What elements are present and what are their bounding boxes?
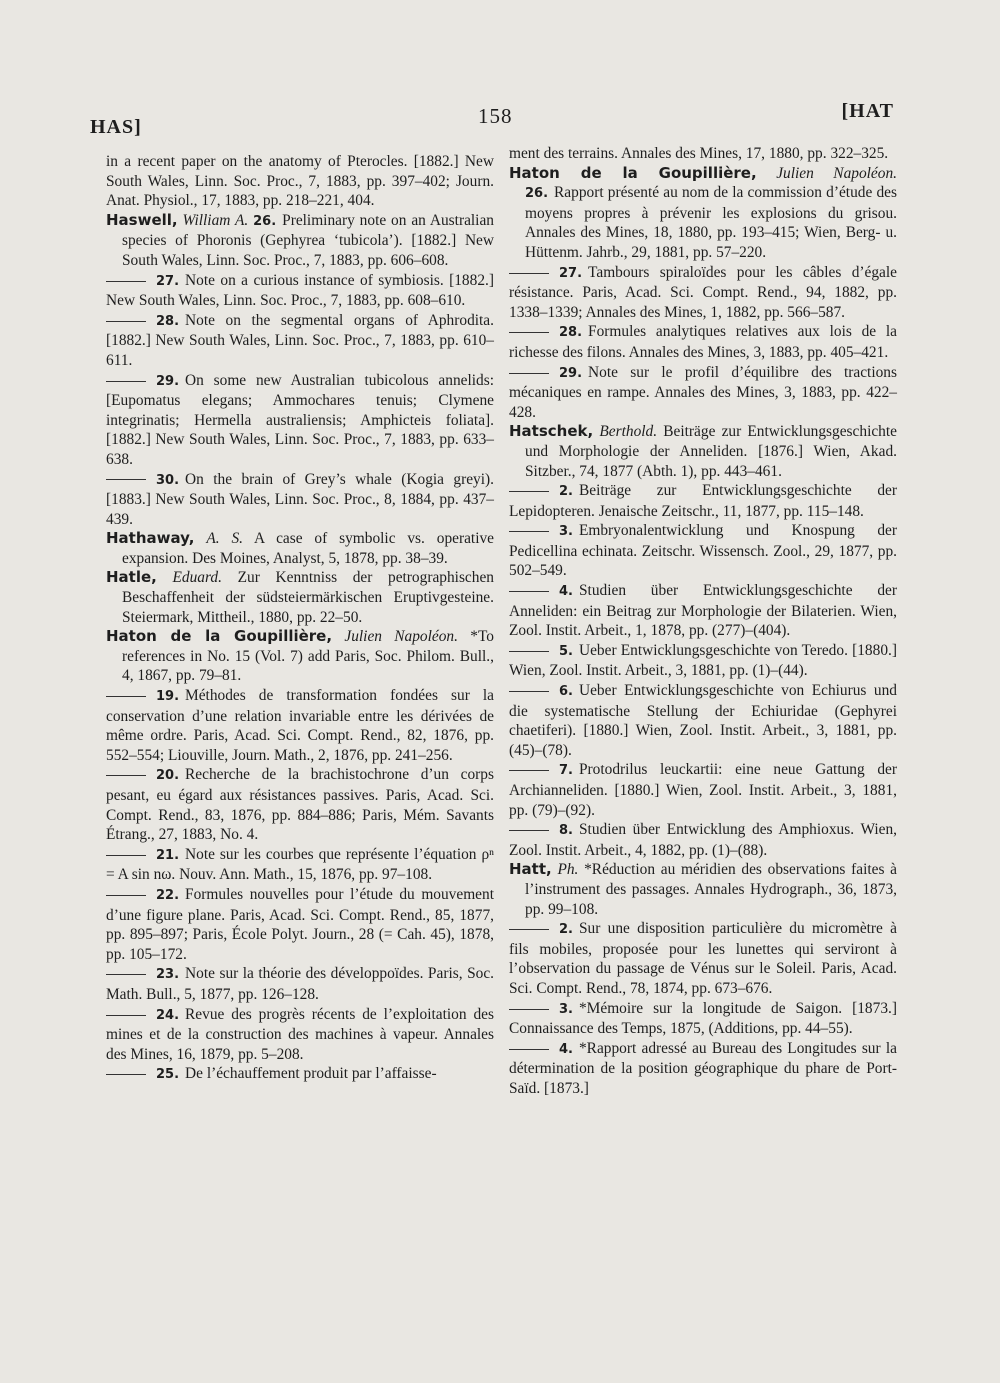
entry-number: 6. xyxy=(559,684,573,700)
entry-number: 24. xyxy=(156,1007,180,1023)
ditto-dash xyxy=(509,691,549,692)
entry-text: On some new Australian tubicolous annelids: [Eupomatus elegans; Ammochares tenuis; Clymene integrinatis; Hermella australiensis; Amphicteis foliata]. [1882.] New South Wales, Linn. Soc. Proc., 7, 1883, pp. 633–638. xyxy=(106,371,494,468)
ditto-dash xyxy=(106,855,146,856)
sub-entry xyxy=(509,760,897,820)
right-column xyxy=(509,144,897,1099)
entry-text: Revue des progrès récents de l’exploitation des mines et de la construction des machines à vapeur. Annales des Mines, 16, 1879, pp. 5–208. xyxy=(106,1005,494,1063)
entry-text: On the brain of Grey’s whale (Kogia greyi). [1883.] New South Wales, Linn. Soc. Proc., 8, 1884, pp. 437–439. xyxy=(106,470,494,528)
sub-entry xyxy=(509,641,897,681)
ditto-dash xyxy=(106,381,146,382)
entry-text: Zur Kenntniss der petrographischen Beschaffenheit der südsteiermärkischen Eruptivgesteine. Steiermark, Mittheil., 1880, pp. 22–50. xyxy=(122,569,494,626)
author-forename: Eduard. xyxy=(172,569,222,587)
entry-text: Studien über Entwicklungsgeschichte der Anneliden: ein Beitrag zur Morphologie der Bilaterien. Wien, Zool. Instit. Arbeit., 1, 1878, pp. (277)–(404). xyxy=(509,582,897,640)
ditto-dash xyxy=(509,531,549,532)
sub-entry xyxy=(106,311,494,371)
author-name: Hathaway, xyxy=(106,529,195,548)
sub-entry xyxy=(509,263,897,323)
entry-number: 28. xyxy=(559,325,583,341)
sub-entry xyxy=(509,681,897,760)
ditto-dash xyxy=(509,1009,549,1010)
author-entry xyxy=(509,860,897,919)
entry-number: 27. xyxy=(156,273,180,289)
entry-text: De l’échauffement produit par l’affaisse- xyxy=(185,1065,437,1083)
entry-text: Sur une disposition particulière du micromètre à fils mobiles, proposée pour les lunettes qui serviront à l’observation du passage de Vénus sur le Soleil. Paris, Acad. Sci. Compt. Rend., 78, 1874, pp. 673–676. xyxy=(509,920,897,997)
sub-entry xyxy=(106,271,494,311)
ditto-dash xyxy=(106,479,146,480)
author-forename: Julien Napoléon. xyxy=(344,628,458,646)
left-column xyxy=(106,152,494,1085)
author-forename: A. S. xyxy=(206,530,243,548)
author-entry xyxy=(106,568,494,627)
ditto-dash xyxy=(509,373,549,374)
ditto-dash xyxy=(106,321,146,322)
sub-entry xyxy=(509,322,897,362)
entry-number: 7. xyxy=(559,763,573,779)
page-number: 158 xyxy=(478,104,513,128)
sub-entry xyxy=(509,820,897,860)
ditto-dash xyxy=(106,696,146,697)
entry-number: 26. xyxy=(253,213,277,229)
author-name: Hatschek, xyxy=(509,422,594,441)
entry-text: Note sur la théorie des développoïdes. Paris, Soc. Math. Bull., 5, 1877, pp. 126–128. xyxy=(106,965,494,1003)
sub-entry xyxy=(106,845,494,885)
entry-number: 30. xyxy=(156,472,180,488)
sub-entry xyxy=(106,964,494,1004)
ditto-dash xyxy=(509,332,549,333)
entry-text: Note on a curious instance of symbiosis. [1882.] New South Wales, Linn. Soc. Proc., 7, 1883, pp. 608–610. xyxy=(106,271,494,310)
sub-entry xyxy=(509,481,897,521)
running-head-right: [HAT xyxy=(841,100,894,122)
entry-number: 19. xyxy=(156,689,180,705)
entry-text: *Réduction au méridien des observations faites à l’instrument des passages. Annales Hydrograph., 36, 1873, pp. 99–108. xyxy=(525,861,897,918)
sub-entry xyxy=(106,470,494,530)
entry-text: *Rapport adressé au Bureau des Longitudes sur la détermination de la position géographique du phare de Port-Saïd. [1873.] xyxy=(509,1039,897,1097)
entry-text: Embryonalentwicklung und Knospung der Pedicellina echinata. Zeitschr. Wissensch. Zool., 29, 1877, pp. 502–549. xyxy=(509,522,897,580)
ditto-dash xyxy=(509,929,549,930)
author-name: Hatt, xyxy=(509,860,552,879)
ditto-dash xyxy=(509,491,549,492)
sub-entry xyxy=(106,885,494,964)
entry-text: Tambours spiraloïdes pour les câbles d’égale résistance. Paris, Acad. Sci. Compt. Rend., 94, 1882, pp. 1338–1339; Annales des Mines, 1, 1882, pp. 566–587. xyxy=(509,263,897,321)
entry-text: *To references in No. 15 (Vol. 7) add Paris, Soc. Philom. Bull., 4, 1867, pp. 79–81. xyxy=(122,628,494,685)
entry-text: Formules analytiques relatives aux lois de la richesse des filons. Annales des Mines, 3, 1883, pp. 405–421. xyxy=(509,323,897,361)
sub-entry xyxy=(106,686,494,765)
sub-entry xyxy=(106,1064,494,1085)
ditto-dash xyxy=(509,1049,549,1050)
author-name: Hatle, xyxy=(106,568,157,587)
entry-text: Preliminary note on an Australian species of Phoronis (Gephyrea ‘tubicola’). [1882.] New South Wales, Linn. Soc. Proc., 7, 1883, pp. 606–608. xyxy=(122,211,494,269)
author-forename: Ph. xyxy=(557,861,579,879)
entry-text: Formules nouvelles pour l’étude du mouvement d’une figure plane. Paris, Acad. Sci. Compt. Rend., 85, 1877, pp. 895–897; Paris, École Polyt. Journ., 28 (= Cah. 45), 1878, pp. 105–172. xyxy=(106,885,494,963)
ditto-dash xyxy=(106,281,146,282)
entry-text: Beiträge zur Entwicklungsgeschichte der Lepidopteren. Jenaische Zeitschr., 11, 1877, pp. 115–148. xyxy=(509,482,897,520)
entry-text: Note sur le profil d’équilibre des tractions mécaniques en rampe. Annales des Mines, 3, 1883, pp. 422–428. xyxy=(509,363,897,421)
ditto-dash xyxy=(106,1015,146,1016)
author-name: Haton de la Goupillière, xyxy=(509,163,757,182)
entry-text: Méthodes de transformation fondées sur la conservation d’une relation invariable entre les dérivées de même ordre. Paris, Acad. Sci. Compt. Rend., 82, 1876, pp. 552–554; Liouville, Journ. Math., 2, 1876, pp. 241–256. xyxy=(106,687,494,764)
entry-number: 5. xyxy=(559,643,573,659)
entry-continuation xyxy=(106,152,494,211)
sub-entry xyxy=(509,919,897,998)
sub-entry xyxy=(509,521,897,581)
entry-number: 26. xyxy=(525,186,549,202)
ditto-dash xyxy=(106,895,146,896)
entry-text: Protodrilus leuckartii: eine neue Gattung der Archianneliden. [1880.] Wien, Zool. Instit. Arbeit., 3, 1881, pp. (79)–(92). xyxy=(509,761,897,819)
sub-entry xyxy=(106,371,494,470)
ditto-dash xyxy=(106,775,146,776)
author-forename: William A. xyxy=(182,211,249,229)
author-forename: Julien Napoléon. xyxy=(776,164,898,182)
ditto-dash xyxy=(509,830,549,831)
author-entry xyxy=(509,164,897,263)
entry-text: in a recent paper on the anatomy of Pterocles. [1882.] New South Wales, Linn. Soc. Proc., 7, 1883, pp. 397–402; Journ. Anat. Physiol., 17, 1883, pp. 218–221, 404. xyxy=(106,153,494,210)
entry-number: 28. xyxy=(156,313,180,329)
sub-entry xyxy=(509,1039,897,1099)
sub-entry xyxy=(106,1005,494,1065)
ditto-dash xyxy=(509,651,549,652)
author-entry xyxy=(509,422,897,481)
sub-entry xyxy=(509,999,897,1039)
author-name: Haswell, xyxy=(106,210,178,229)
author-entry xyxy=(106,211,494,271)
entry-text: Note sur les courbes que représente l’équation ρⁿ = A sin nω. Nouv. Ann. Math., 15, 1876, pp. 97–108. xyxy=(106,845,494,884)
running-head-left: HAS] xyxy=(90,116,142,138)
sub-entry xyxy=(106,765,494,844)
entry-text: Beiträge zur Entwicklungsgeschichte und Morphologie der Anneliden. [1876.] Wien, Akad. Sitzber., 74, 1877 (Abth. 1), pp. 443–461. xyxy=(525,423,897,480)
entry-number: 4. xyxy=(559,1041,573,1057)
entry-number: 25. xyxy=(156,1067,180,1083)
ditto-dash xyxy=(509,770,549,771)
entry-number: 29. xyxy=(559,365,583,381)
entry-text: Note on the segmental organs of Aphrodita. [1882.] New South Wales, Linn. Soc. Proc., 7, 1883, pp. 610–611. xyxy=(106,311,494,369)
sub-entry xyxy=(509,581,897,641)
ditto-dash xyxy=(509,591,549,592)
author-name: Haton de la Goupillière, xyxy=(106,627,333,646)
ditto-dash xyxy=(106,974,146,975)
entry-text: ment des terrains. Annales des Mines, 17, 1880, pp. 322–325. xyxy=(509,145,889,162)
entry-text: A case of symbolic vs. operative expansion. Des Moines, Analyst, 5, 1878, pp. 38–39. xyxy=(122,530,494,567)
entry-text: Studien über Entwicklung des Amphioxus. Wien, Zool. Instit. Arbeit., 4, 1882, pp. (1)–(88). xyxy=(509,821,897,859)
entry-number: 8. xyxy=(559,823,573,839)
entry-number: 3. xyxy=(559,1001,573,1017)
entry-continuation xyxy=(509,144,897,164)
author-entry xyxy=(106,529,494,568)
entry-number: 29. xyxy=(156,373,180,389)
ditto-dash xyxy=(106,1074,146,1075)
entry-text: *Mémoire sur la longitude de Saigon. [1873.] Connaissance des Temps, 1875, (Additions, pp. 44–55). xyxy=(509,999,897,1038)
entry-number: 20. xyxy=(156,768,180,784)
entry-text: Rapport présenté au nom de la commission d’étude des moyens propres à prévenir les explosions du grisou. Annales des Mines, 18, 1880, pp. 193–415; Wien, Berg- u. Hüttenm. Jahrb., 29, 1881, pp. 57–220. xyxy=(525,184,897,261)
entry-number: 21. xyxy=(156,847,180,863)
entry-text: Recherche de la brachistochrone d’un corps pesant, eu égard aux résistances passives. Paris, Acad. Sci. Compt. Rend., 83, 1876, pp. 884–886; Paris, Mém. Savants Étrang., 27, 1883, No. 4. xyxy=(106,766,494,844)
entry-number: 2. xyxy=(559,922,573,938)
entry-number: 3. xyxy=(559,524,573,540)
entry-number: 23. xyxy=(156,967,180,983)
entry-number: 2. xyxy=(559,484,573,500)
author-entry xyxy=(106,627,494,686)
entry-text: Ueber Entwicklungsgeschichte von Teredo. [1880.] Wien, Zool. Instit. Arbeit., 3, 1881, pp. (1)–(44). xyxy=(509,641,897,680)
ditto-dash xyxy=(509,273,549,274)
entry-text: Ueber Entwicklungsgeschichte von Echiurus und die systematische Stellung der Echiuridae (Gephyrei chaetiferi). [1880.] Wien, Zool. Instit. Arbeit., 3, 1881, pp. (45)–(78). xyxy=(509,682,897,759)
entry-number: 27. xyxy=(559,265,583,281)
entry-number: 4. xyxy=(559,584,573,600)
author-forename: Berthold. xyxy=(599,423,658,441)
sub-entry xyxy=(509,363,897,423)
entry-number: 22. xyxy=(156,887,180,903)
